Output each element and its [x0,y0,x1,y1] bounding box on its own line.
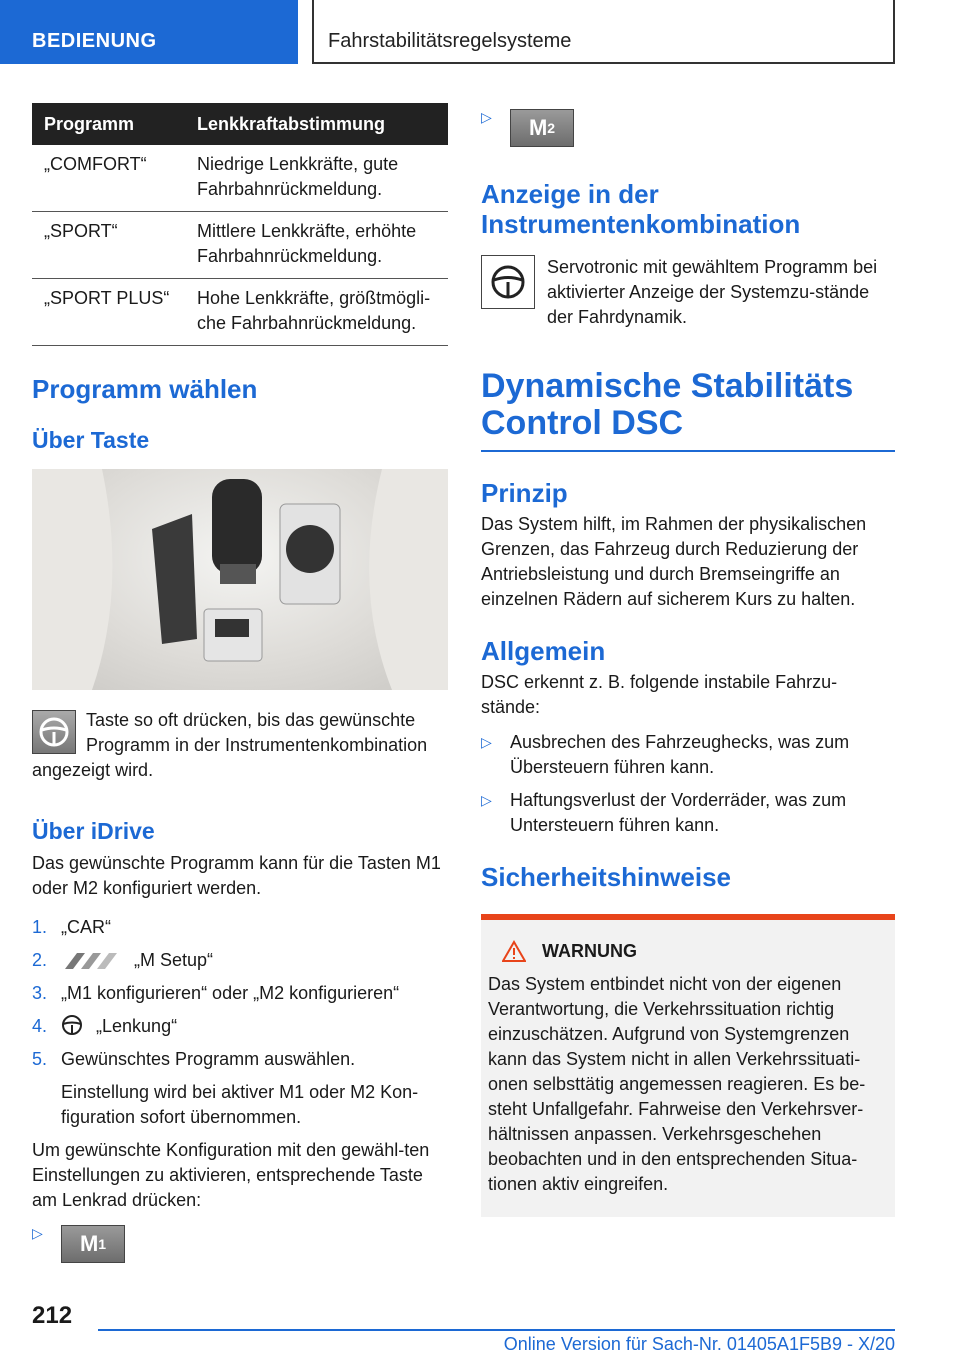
page-title: Fahrstabilitätsregelsysteme [312,0,895,64]
warning-title: WARNUNG [542,940,637,961]
heading-dsc: Dynamische Stabilitäts Control DSC [481,368,895,452]
warning-box [481,914,895,1217]
list-item-text: Haftungsverlust der Vorderräder, was zum Untersteuern führen kann. [510,790,847,835]
idrive-text: Das gewünschte Programm kann für die Tasten M1 oder M2 konfiguriert werden. [32,853,441,898]
list-item [32,981,448,1006]
step-text: „M Setup“ [134,950,214,970]
left-column [32,103,448,1263]
table-header: Lenkkraftabstimmung [185,103,448,145]
table-cell: „SPORT PLUS“ [32,279,185,346]
m2-bullet [481,109,895,147]
m1-bullet [32,1225,448,1263]
section-tab: BEDIENUNG [0,0,298,64]
table-cell: „SPORT“ [32,212,185,279]
instability-list [481,730,895,838]
warning-header [502,940,887,962]
warning-triangle-icon [502,940,526,962]
table-cell: „COMFORT“ [32,145,185,212]
heading-anzeige: Anzeige in der Instrumentenkombination [481,179,801,239]
list-item [481,788,895,838]
taste-paragraph [32,708,448,783]
m-setup-icon [63,953,119,969]
heading-prinzip: Prinzip [481,478,568,508]
step-text: „Lenkung“ [96,1016,178,1036]
konfig-text: Um gewünschte Konfiguration mit den gewähl-ten Einstellungen zu aktivieren, entsprechende Taste am Lenkrad drücken: [32,1140,430,1210]
step-note: Einstellung wird bei aktiver M1 oder M2 Kon-figuration sofort übernommen. [61,1082,419,1127]
step-number: 1. [32,917,48,937]
step-number: 4. [32,1016,48,1036]
step-text: „M1 konfigurieren“ oder „M2 konfigurieren“ [61,983,400,1003]
table-header: Programm [32,103,185,145]
heading-sicherheitshinweise: Sicherheitshinweise [481,862,731,892]
taste-text: Taste so oft drücken, bis das gewünschte Programm in der Instrumentenkombination angezeigt wird. [32,710,428,780]
table-row [32,279,448,346]
list-item [32,1047,448,1130]
footer-divider [98,1329,895,1331]
steering-wheel-icon [61,1014,83,1036]
anzeige-paragraph [481,255,895,330]
list-item-text: Ausbrechen des Fahrzeughecks, was zum Übersteuern führen kann. [510,732,850,777]
table-header-row [32,103,448,145]
heading-ueber-taste: Über Taste [32,427,150,453]
heading-ueber-idrive: Über iDrive [32,818,155,844]
list-item [32,1014,448,1039]
anzeige-text: Servotronic mit gewähltem Programm bei aktivierter Anzeige der Systemzu-stände der Fahrdynamik. [547,257,878,327]
list-item [32,948,448,973]
table-cell: Mittlere Lenkkräfte, erhöhte Fahrbahnrückmeldung. [185,212,448,279]
table-row [32,212,448,279]
heading-allgemein: Allgemein [481,636,606,666]
table-cell: Hohe Lenkkräfte, größtmögli-che Fahrbahnrückmeldung. [185,279,448,346]
steering-wheel-icon [32,710,76,754]
table-row [32,145,448,212]
center-console-photo [32,469,448,690]
right-column [481,103,895,1217]
step-text: Gewünschtes Programm auswählen. [61,1049,356,1069]
table-cell: Niedrige Lenkkräfte, gute Fahrbahnrückmeldung. [185,145,448,212]
m2-button-icon: M 2 [510,109,574,147]
allgemein-text: DSC erkennt z. B. folgende instabile Fahrzu-stände: [481,672,838,717]
step-number: 3. [32,983,48,1003]
step-text: „CAR“ [61,917,111,937]
step-number: 5. [32,1049,48,1069]
bullet-marker: ▷ [32,1225,43,1241]
list-item [481,730,895,780]
heading-programm-waehlen: Programm wählen [32,374,258,404]
center-console-illustration [32,469,448,690]
footer-online-version: Online Version für Sach-Nr. 01405A1F5B9 - X/20 [503,1334,895,1354]
list-item [32,915,448,940]
prinzip-text: Das System hilft, im Rahmen der physikalischen Grenzen, das Fahrzeug durch Reduzierung der Antriebsleistung und durch Bremseingriffe an einzelnen Rädern auf sicherem Kurs zu halten. [481,514,867,609]
idrive-steps [32,915,448,1130]
m1-button-icon: M 1 [61,1225,125,1263]
step-number: 2. [32,950,48,970]
bullet-marker: ▷ [481,792,492,808]
bullet-marker: ▷ [481,734,492,750]
warning-text: Das System entbindet nicht von der eigenen Verantwortung, die Verkehrssituation richtig einzuschätzen. Aufgrund von Systemgrenzen kann das System nicht in allen Verkehrssituati-onen selbsttätig angemessen reagieren. Es be-steht Unfallgefahr. Fahrweise den Verkehrsver-hältnissen anpassen. Verkehrsgeschehen beobachten und in den entsprechenden Situa-tionen aktiv eingreifen. [488,974,866,1194]
bullet-marker: ▷ [481,109,492,125]
steering-wheel-icon [481,255,535,309]
steering-program-table [32,103,448,346]
page-number: 212 [32,1302,73,1329]
